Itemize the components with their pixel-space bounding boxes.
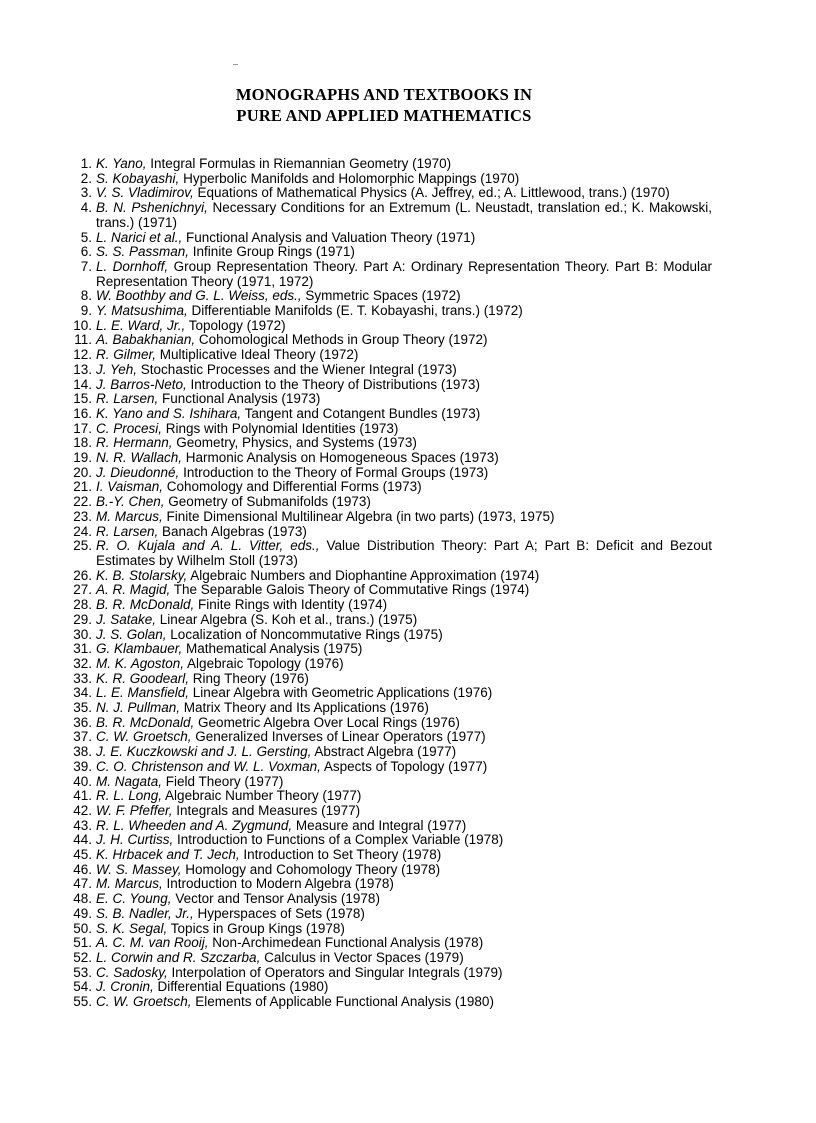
item-author: R. L. Wheeden and A. Zygmund, xyxy=(96,817,293,833)
list-item xyxy=(62,672,712,687)
list-item xyxy=(62,304,712,319)
list-item xyxy=(62,848,712,863)
item-author: W. Boothby and G. L. Weiss, eds., xyxy=(96,288,302,304)
item-number: 13. xyxy=(73,361,92,377)
item-number: 20. xyxy=(73,464,92,480)
item-citation xyxy=(96,877,712,892)
item-author: A. C. M. van Rooij, xyxy=(96,935,209,951)
item-citation xyxy=(96,760,712,775)
item-citation xyxy=(96,892,712,907)
item-number: 39. xyxy=(73,758,92,774)
item-number: 9. xyxy=(80,303,92,319)
item-number: 28. xyxy=(73,597,92,613)
list-item xyxy=(62,760,712,775)
item-number: 24. xyxy=(73,523,92,539)
item-citation xyxy=(96,789,712,804)
list-item xyxy=(62,201,712,230)
item-author: V. S. Vladimirov, xyxy=(96,185,194,201)
item-number: 6. xyxy=(80,244,92,260)
item-author: C. W. Groetsch, xyxy=(96,994,192,1010)
item-author: M. Marcus, xyxy=(96,508,163,524)
item-number: 30. xyxy=(73,626,92,642)
item-number: 34. xyxy=(73,685,92,701)
item-author: K. B. Stolarsky, xyxy=(96,567,188,583)
item-author: B. R. McDonald, xyxy=(96,597,195,613)
item-author: K. R. Goodearl, xyxy=(96,670,190,686)
item-author: J. Cronin, xyxy=(96,979,154,995)
item-title: Cohomology and Differential Forms (1973) xyxy=(163,479,422,495)
item-author: R. Larsen, xyxy=(96,391,159,407)
item-title: Introduction to Set Theory (1978) xyxy=(239,847,442,863)
list-item xyxy=(62,348,712,363)
item-citation xyxy=(96,804,712,819)
item-title: Infinite Group Rings (1971) xyxy=(189,244,355,260)
item-number: 22. xyxy=(73,494,92,510)
item-title: Functional Analysis and Valuation Theory (1971) xyxy=(182,229,476,245)
item-author: A. Babakhanian, xyxy=(96,332,196,348)
item-number: 55. xyxy=(73,994,92,1010)
item-number: 43. xyxy=(73,817,92,833)
item-number: 42. xyxy=(73,802,92,818)
item-author: S. K. Segal, xyxy=(96,920,168,936)
item-title: Calculus in Vector Spaces (1979) xyxy=(260,949,464,965)
item-title: Algebraic Topology (1976) xyxy=(184,655,344,671)
item-number: 25. xyxy=(73,538,92,554)
item-title: Geometric Algebra Over Local Rings (1976) xyxy=(194,714,460,730)
item-title: Geometry, Physics, and Systems (1973) xyxy=(172,435,417,451)
item-author: J. H. Curtiss, xyxy=(96,832,174,848)
list-item xyxy=(62,745,712,760)
item-title: Topology (1972) xyxy=(185,317,286,333)
item-citation xyxy=(96,583,712,598)
item-title: Integral Formulas in Riemannian Geometry (1970) xyxy=(146,156,452,171)
item-number: 41. xyxy=(73,788,92,804)
list-item xyxy=(62,686,712,701)
item-citation xyxy=(96,186,712,201)
list-item xyxy=(62,789,712,804)
item-title: Integrals and Measures (1977) xyxy=(172,802,361,818)
item-number: 1. xyxy=(80,156,92,171)
list-item xyxy=(62,319,712,334)
list-item xyxy=(62,907,712,922)
item-citation xyxy=(96,966,712,981)
list-item xyxy=(62,804,712,819)
item-number: 45. xyxy=(73,847,92,863)
item-number: 19. xyxy=(73,450,92,466)
item-number: 31. xyxy=(73,641,92,657)
item-citation xyxy=(96,231,712,246)
item-author: J. S. Golan, xyxy=(96,626,167,642)
list-item xyxy=(62,422,712,437)
item-citation xyxy=(96,510,712,525)
item-number: 44. xyxy=(73,832,92,848)
item-citation xyxy=(96,304,712,319)
list-item xyxy=(62,510,712,525)
item-citation xyxy=(96,289,712,304)
item-number: 49. xyxy=(73,905,92,921)
item-citation xyxy=(96,172,712,187)
list-item xyxy=(62,775,712,790)
item-author: C. W. Groetsch, xyxy=(96,729,192,745)
item-citation xyxy=(96,716,712,731)
item-citation xyxy=(96,686,712,701)
list-item xyxy=(62,333,712,348)
item-number: 8. xyxy=(80,288,92,304)
list-item xyxy=(62,642,712,657)
list-item xyxy=(62,495,712,510)
item-number: 47. xyxy=(73,876,92,892)
list-item xyxy=(62,480,712,495)
item-title: Elements of Applicable Functional Analysis (1980) xyxy=(191,994,494,1010)
item-title: The Separable Galois Theory of Commutative Rings (1974) xyxy=(170,582,530,598)
list-item xyxy=(62,730,712,745)
item-title: Necessary Conditions for an Extremum (L. Neustadt, translation ed.; K. Makowski, trans.) (1971) xyxy=(96,200,712,230)
item-author: S. S. Passman, xyxy=(96,244,190,260)
item-author: N. J. Pullman, xyxy=(96,700,181,716)
item-number: 2. xyxy=(80,170,92,186)
item-title: Geometry of Submanifolds (1973) xyxy=(164,494,371,510)
item-number: 32. xyxy=(73,655,92,671)
series-list xyxy=(62,157,712,1010)
item-citation xyxy=(96,260,712,289)
item-citation xyxy=(96,495,712,510)
list-item xyxy=(62,583,712,598)
list-item xyxy=(62,569,712,584)
item-author: A. R. Magid, xyxy=(96,582,171,598)
item-citation xyxy=(96,157,712,172)
item-author: L. Dornhoff, xyxy=(96,258,169,274)
item-author: R. O. Kujala and A. L. Vitter, eds., xyxy=(96,538,320,554)
item-number: 33. xyxy=(73,670,92,686)
item-citation xyxy=(96,539,712,568)
item-citation xyxy=(96,922,712,937)
item-number: 23. xyxy=(73,508,92,524)
item-title: Interpolation of Operators and Singular Integrals (1979) xyxy=(167,964,503,980)
item-number: 10. xyxy=(73,317,92,333)
item-author: C. Sadosky, xyxy=(96,964,168,980)
item-author: S. B. Nadler, Jr., xyxy=(96,905,194,921)
item-citation xyxy=(96,392,712,407)
list-item xyxy=(62,466,712,481)
item-citation xyxy=(96,422,712,437)
item-number: 51. xyxy=(73,935,92,951)
item-citation xyxy=(96,833,712,848)
list-item xyxy=(62,922,712,937)
list-item xyxy=(62,539,712,568)
list-item xyxy=(62,657,712,672)
item-author: L. E. Ward, Jr., xyxy=(96,317,186,333)
item-citation xyxy=(96,333,712,348)
item-citation xyxy=(96,613,712,628)
list-item xyxy=(62,231,712,246)
item-title: Introduction to the Theory of Formal Groups (1973) xyxy=(179,464,489,480)
item-citation xyxy=(96,657,712,672)
item-title: Generalized Inverses of Linear Operators (1977) xyxy=(191,729,486,745)
item-citation xyxy=(96,436,712,451)
list-item xyxy=(62,819,712,834)
item-number: 17. xyxy=(73,420,92,436)
list-item xyxy=(62,407,712,422)
list-item xyxy=(62,245,712,260)
item-title: Differentiable Manifolds (E. T. Kobayashi, trans.) (1972) xyxy=(187,303,523,319)
item-number: 29. xyxy=(73,611,92,627)
list-item xyxy=(62,598,712,613)
item-number: 46. xyxy=(73,861,92,877)
item-number: 21. xyxy=(73,479,92,495)
list-item xyxy=(62,525,712,540)
item-title: Vector and Tensor Analysis (1978) xyxy=(171,891,380,907)
item-author: B.-Y. Chen, xyxy=(96,494,165,510)
item-citation xyxy=(96,775,712,790)
item-author: W. S. Massey, xyxy=(96,861,182,877)
list-item xyxy=(62,172,712,187)
list-item xyxy=(62,716,712,731)
item-citation xyxy=(96,348,712,363)
item-citation xyxy=(96,598,712,613)
item-title: Measure and Integral (1977) xyxy=(292,817,467,833)
item-author: B. N. Pshenichnyi, xyxy=(96,200,208,216)
item-number: 36. xyxy=(73,714,92,730)
item-title: Hyperbolic Manifolds and Holomorphic Mappings (1970) xyxy=(179,170,520,186)
item-citation xyxy=(96,466,712,481)
list-item xyxy=(62,436,712,451)
item-title: Group Representation Theory. Part A: Ordinary Representation Theory. Part B: Modular Representation Theory (1971, 1972) xyxy=(96,258,712,289)
item-title: Non-Archimedean Functional Analysis (1978) xyxy=(208,935,484,951)
list-item xyxy=(62,378,712,393)
item-title: Algebraic Numbers and Diophantine Approximation (1974) xyxy=(187,567,540,583)
item-citation xyxy=(96,201,712,230)
item-citation xyxy=(96,363,712,378)
list-item xyxy=(62,392,712,407)
item-citation xyxy=(96,995,712,1010)
item-author: R. Gilmer, xyxy=(96,347,157,363)
list-item xyxy=(62,363,712,378)
item-number: 15. xyxy=(73,391,92,407)
item-number: 12. xyxy=(73,347,92,363)
list-item xyxy=(62,951,712,966)
item-author: K. Yano and S. Ishihara, xyxy=(96,405,242,421)
item-title: Differential Equations (1980) xyxy=(153,979,329,995)
list-item xyxy=(62,892,712,907)
item-author: L. Narici et al., xyxy=(96,229,183,245)
list-item xyxy=(62,451,712,466)
item-author: R. Hermann, xyxy=(96,435,173,451)
item-citation xyxy=(96,980,712,995)
item-title: Introduction to Modern Algebra (1978) xyxy=(162,876,394,892)
item-citation xyxy=(96,863,712,878)
list-item xyxy=(62,289,712,304)
item-number: 5. xyxy=(80,229,92,245)
item-number: 35. xyxy=(73,700,92,716)
title-line-2: PURE AND APPLIED MATHEMATICS xyxy=(236,106,532,125)
item-title: Value Distribution Theory: Part A; Part B: Deficit and Bezout Estimates by Wilhelm Stoll (1973) xyxy=(96,538,712,568)
item-title: Introduction to Functions of a Complex Variable (1978) xyxy=(173,832,504,848)
item-citation xyxy=(96,407,712,422)
list-item xyxy=(62,863,712,878)
item-author: M. Marcus, xyxy=(96,876,163,892)
item-title: Cohomological Methods in Group Theory (1972) xyxy=(195,332,488,348)
item-author: G. Klambauer, xyxy=(96,641,183,657)
item-citation xyxy=(96,907,712,922)
list-item xyxy=(62,833,712,848)
item-citation xyxy=(96,451,712,466)
item-title: Multiplicative Ideal Theory (1972) xyxy=(156,347,359,363)
item-citation xyxy=(96,569,712,584)
item-title: Rings with Polynomial Identities (1973) xyxy=(162,420,399,436)
item-citation xyxy=(96,848,712,863)
item-author: B. R. McDonald, xyxy=(96,714,195,730)
item-author: K. Yano, xyxy=(96,156,147,171)
item-title: Stochastic Processes and the Wiener Integral (1973) xyxy=(137,361,457,377)
item-number: 4. xyxy=(80,200,92,216)
item-title: Localization of Noncommutative Rings (1975) xyxy=(166,626,443,642)
item-number: 16. xyxy=(73,405,92,421)
item-citation xyxy=(96,701,712,716)
item-title: Topics in Group Kings (1978) xyxy=(167,920,345,936)
item-author: C. O. Christenson and W. L. Voxman, xyxy=(96,758,321,774)
item-title: Matrix Theory and Its Applications (1976) xyxy=(180,700,429,716)
item-author: J. Dieudonné, xyxy=(96,464,180,480)
item-number: 7. xyxy=(80,258,92,274)
item-citation xyxy=(96,378,712,393)
item-number: 14. xyxy=(73,376,92,392)
item-title: Mathematical Analysis (1975) xyxy=(182,641,363,657)
item-author: J. Satake, xyxy=(96,611,157,627)
item-citation xyxy=(96,672,712,687)
item-title: Linear Algebra (S. Koh et al., trans.) (1975) xyxy=(156,611,418,627)
item-citation xyxy=(96,745,712,760)
item-number: 37. xyxy=(73,729,92,745)
item-citation xyxy=(96,480,712,495)
item-author: C. Procesi, xyxy=(96,420,163,436)
item-author: M. K. Agoston, xyxy=(96,655,185,671)
item-number: 27. xyxy=(73,582,92,598)
item-title: Linear Algebra with Geometric Applications (1976) xyxy=(189,685,493,701)
item-author: W. F. Pfeffer, xyxy=(96,802,173,818)
item-title: Abstract Algebra (1977) xyxy=(311,744,457,760)
item-title: Harmonic Analysis on Homogeneous Spaces (1973) xyxy=(182,450,499,466)
item-author: N. R. Wallach, xyxy=(96,450,183,466)
list-item xyxy=(62,701,712,716)
page-title xyxy=(0,84,768,126)
item-title: Equations of Mathematical Physics (A. Jeffrey, ed.; A. Littlewood, trans.) (1970) xyxy=(193,185,670,201)
item-title: Symmetric Spaces (1972) xyxy=(301,288,461,304)
item-author: S. Kobayashi, xyxy=(96,170,180,186)
item-number: 52. xyxy=(73,949,92,965)
item-citation xyxy=(96,819,712,834)
item-title: Aspects of Topology (1977) xyxy=(320,758,488,774)
item-citation xyxy=(96,642,712,657)
item-number: 40. xyxy=(73,773,92,789)
item-number: 11. xyxy=(74,332,92,348)
item-title: Hyperspaces of Sets (1978) xyxy=(193,905,365,921)
item-author: R. Larsen, xyxy=(96,523,159,539)
item-citation xyxy=(96,245,712,260)
item-citation xyxy=(96,319,712,334)
item-author: E. C. Young, xyxy=(96,891,172,907)
item-title: Functional Analysis (1973) xyxy=(158,391,321,407)
list-item xyxy=(62,980,712,995)
item-title: Field Theory (1977) xyxy=(162,773,284,789)
item-author: L. E. Mansfield, xyxy=(96,685,190,701)
item-title: Algebraic Number Theory (1977) xyxy=(162,788,362,804)
item-author: Y. Matsushima, xyxy=(96,303,188,319)
item-citation xyxy=(96,628,712,643)
item-number: 50. xyxy=(73,920,92,936)
item-title: Homology and Cohomology Theory (1978) xyxy=(181,861,441,877)
item-number: 48. xyxy=(73,891,92,907)
list-item xyxy=(62,157,712,172)
list-item xyxy=(62,613,712,628)
list-item xyxy=(62,936,712,951)
item-number: 18. xyxy=(73,435,92,451)
item-number: 3. xyxy=(80,185,92,201)
item-author: J. E. Kuczkowski and J. L. Gersting, xyxy=(96,744,312,760)
item-citation xyxy=(96,936,712,951)
list-item xyxy=(62,186,712,201)
item-number: 26. xyxy=(73,567,92,583)
item-author: M. Nagata, xyxy=(96,773,163,789)
item-author: J. Barros-Neto, xyxy=(96,376,187,392)
item-citation xyxy=(96,951,712,966)
item-number: 54. xyxy=(73,979,92,995)
scan-mark xyxy=(233,64,238,65)
list-item xyxy=(62,995,712,1010)
item-author: L. Corwin and R. Szczarba, xyxy=(96,949,261,965)
list-item xyxy=(62,628,712,643)
item-title: Finite Dimensional Multilinear Algebra (in two parts) (1973, 1975) xyxy=(162,508,555,524)
item-citation xyxy=(96,730,712,745)
item-author: I. Vaisman, xyxy=(96,479,164,495)
item-title: Banach Algebras (1973) xyxy=(158,523,307,539)
item-author: K. Hrbacek and T. Jech, xyxy=(96,847,240,863)
item-number: 53. xyxy=(73,964,92,980)
list-item xyxy=(62,877,712,892)
list-item xyxy=(62,260,712,289)
item-author: J. Yeh, xyxy=(96,361,138,377)
item-citation xyxy=(96,525,712,540)
item-title: Ring Theory (1976) xyxy=(189,670,309,686)
item-title: Tangent and Cotangent Bundles (1973) xyxy=(241,405,481,421)
item-number: 38. xyxy=(73,744,92,760)
list-item xyxy=(62,966,712,981)
item-title: Introduction to the Theory of Distributions (1973) xyxy=(186,376,480,392)
item-author: R. L. Long, xyxy=(96,788,163,804)
item-title: Finite Rings with Identity (1974) xyxy=(194,597,388,613)
title-line-1: MONOGRAPHS AND TEXTBOOKS IN xyxy=(235,85,533,104)
